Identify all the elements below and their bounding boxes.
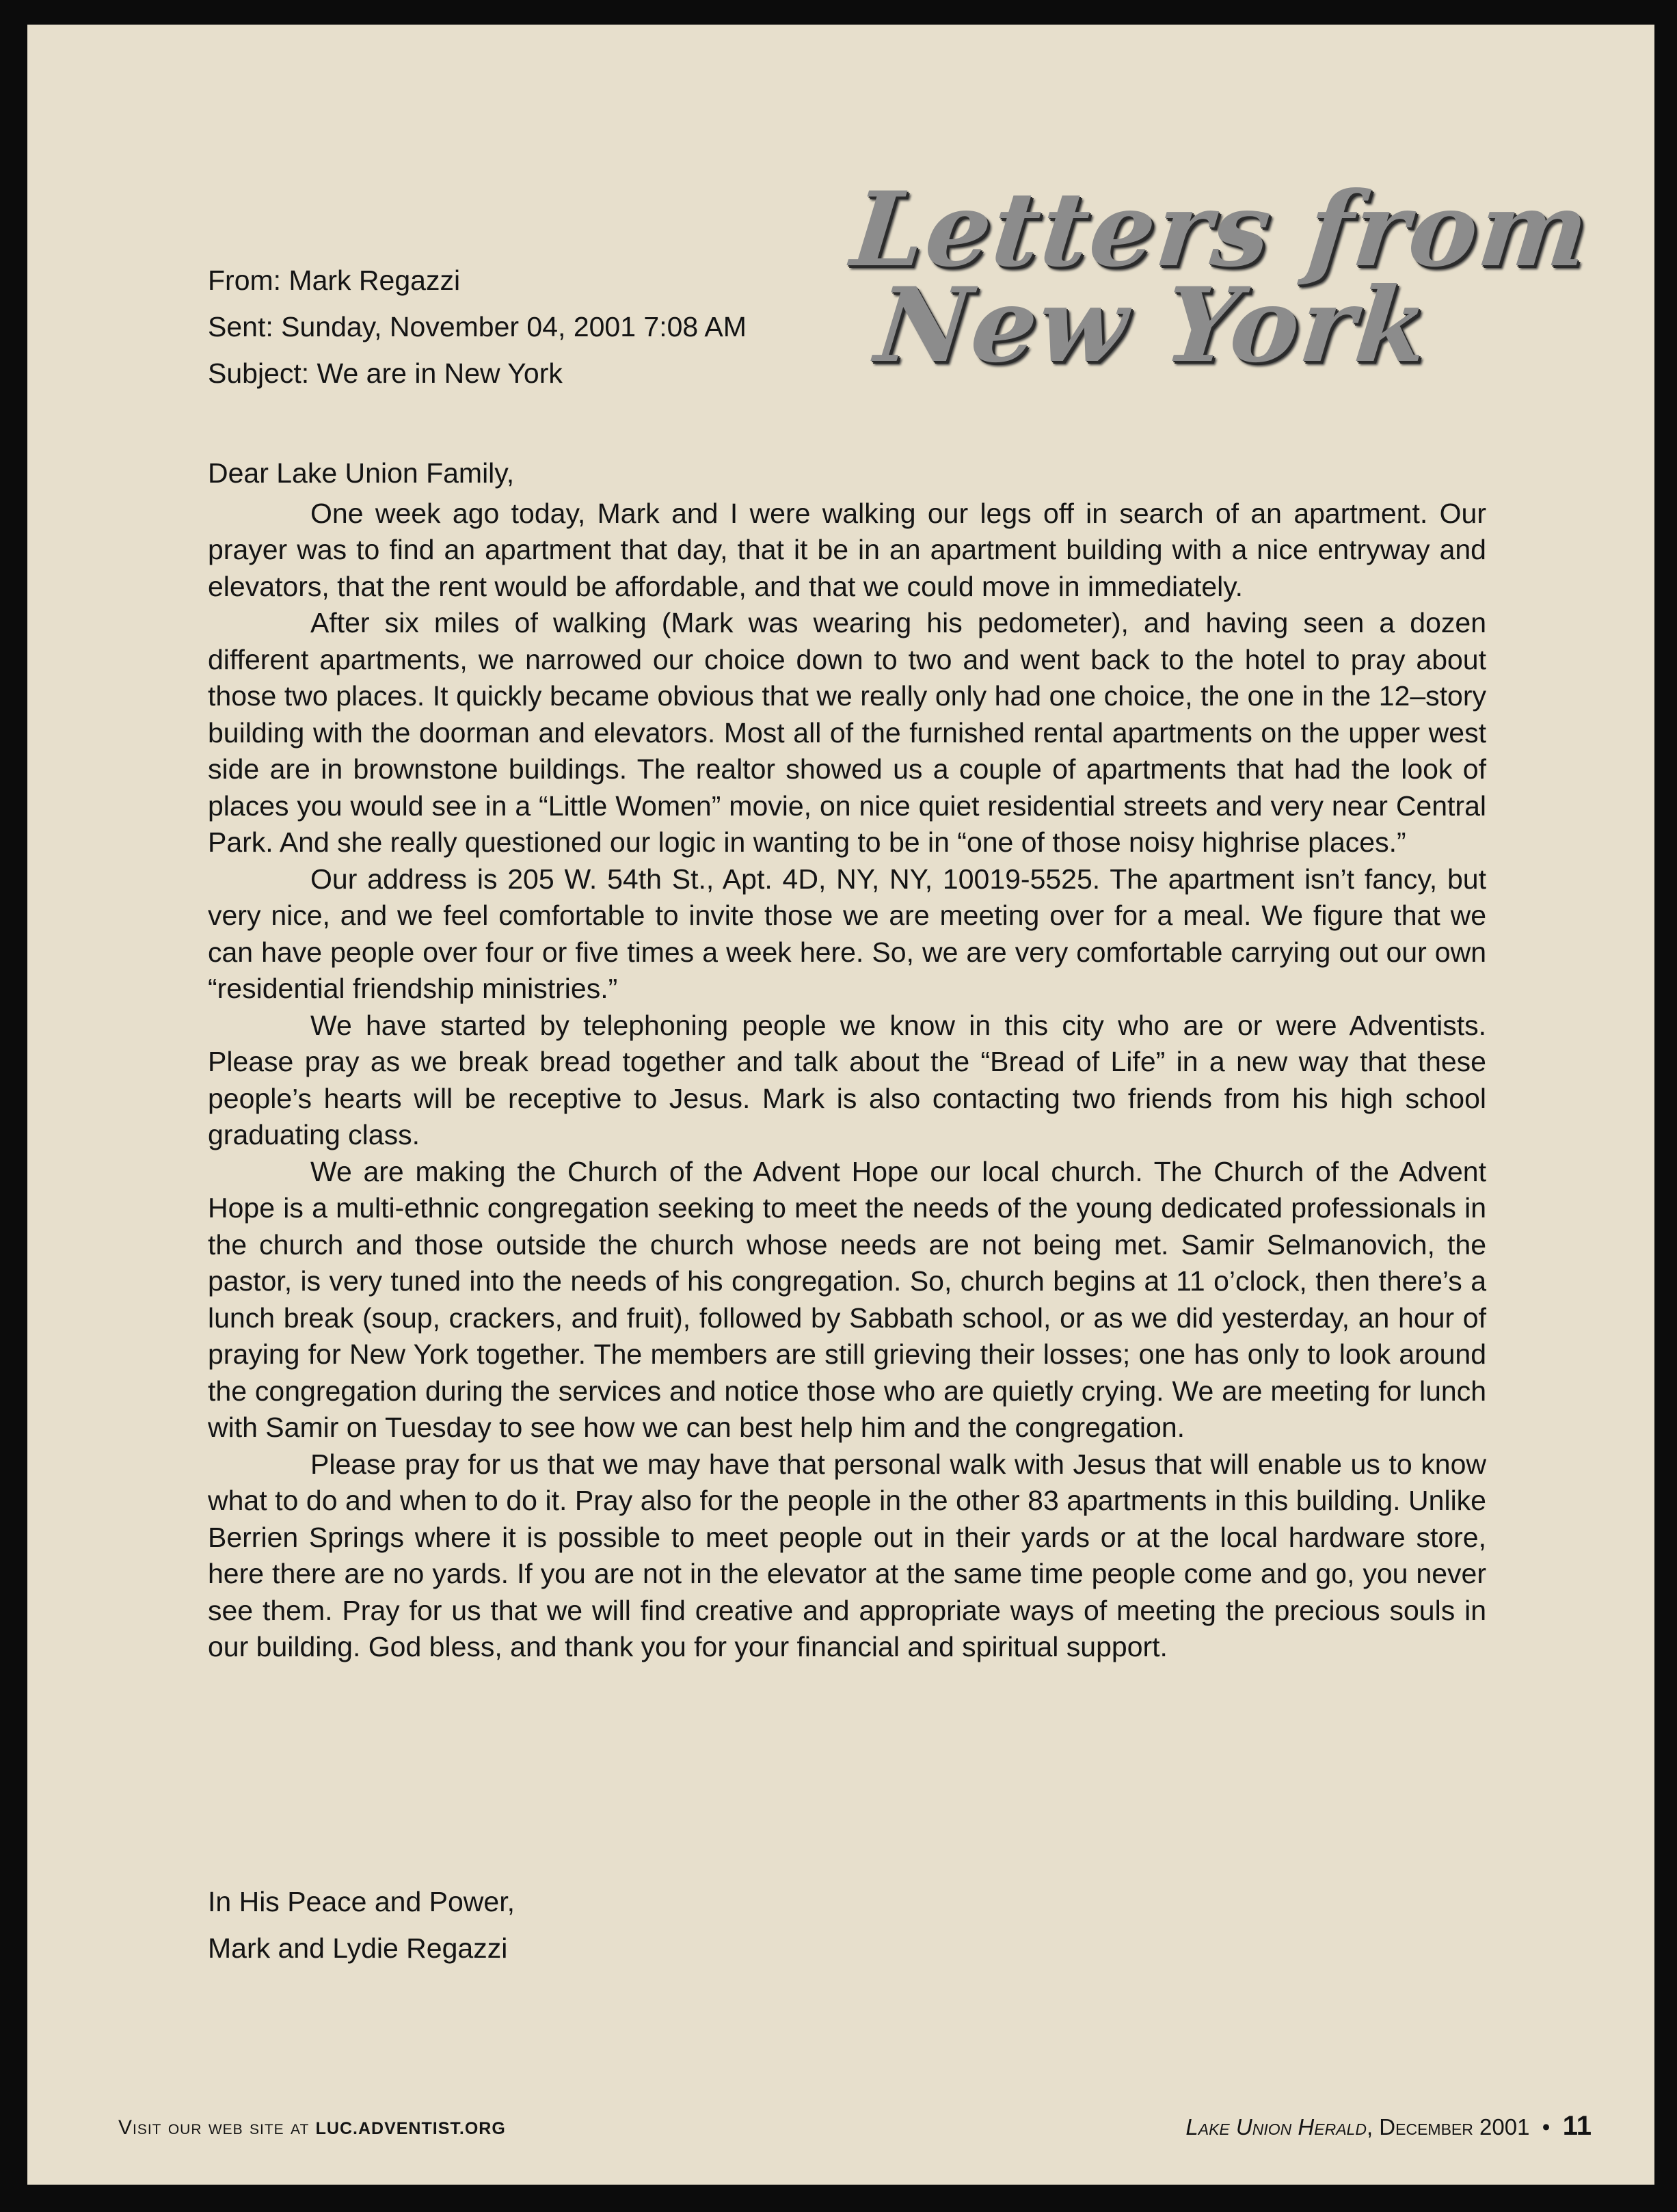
- footer-publication: Lake Union Herald: [1185, 2114, 1367, 2140]
- footer-bullet: •: [1542, 2114, 1551, 2140]
- footer-site-link[interactable]: LUC.ADVENTIST.ORG: [315, 2119, 506, 2138]
- letter-paragraph: Our address is 205 W. 54th St., Apt. 4D, NY, NY, 10019-5525. The apartment isn’t fancy, but very nice, and we feel comfortable to invite those we are meeting over for a meal. We figure that we can have people over four or five times a week here. So, we are very comfortable carrying out our own “residential friendship ministries.”: [208, 863, 1486, 1004]
- email-from: From: Mark Regazzi: [208, 265, 461, 296]
- footer-folio: [1185, 2111, 1592, 2142]
- letters-from-new-york-logo: [837, 170, 1596, 386]
- footer-website: [118, 2116, 506, 2140]
- page-number: 11: [1562, 2111, 1592, 2141]
- letter-paragraph: After six miles of walking (Mark was wearing his pedometer), and having seen a dozen different apartments, we narrowed our choice down to two and went back to the hotel to pray about those two places. It quickly became obvious that we really only had one choice, the one in the 12–story building with the doorman and elevators. Most all of the furnished rental apartments on the upper west side are in brownstone buildings. The realtor showed us a couple of apartments that had the look of places you would see in a “Little Women” movie, on nice quiet residential streets and very near Central Park. And she really questioned our logic in wanting to be in “one of those noisy highrise places.”: [208, 607, 1486, 858]
- email-subject: Subject: We are in New York: [208, 358, 563, 389]
- letter-paragraph: One week ago today, Mark and I were walking our legs off in search of an apartment. Our prayer was to find an apartment that day, that it be in an apartment building with a nice entryway and elevators, that the rent would be affordable, and that we could move in immediately.: [208, 497, 1486, 602]
- footer-date: , December 2001: [1366, 2114, 1530, 2140]
- letter-closing: In His Peace and Power,: [208, 1886, 515, 1917]
- letter-closing-block: [208, 1878, 515, 1971]
- letter-signature: Mark and Lydie Regazzi: [208, 1932, 508, 1964]
- letter-paragraph: Please pray for us that we may have that personal walk with Jesus that will enable us to know what to do and when to do it. Pray also for the people in the other 83 apartments in this building. Unlike Berrien Springs where it is possible to meet people out in their yards or at the local hardware store, here there are no yards. If you are not in the elevator at the same time people come and go, you never see them. Pray for us that we will find creative and appropriate ways of meeting the precious souls in our building. God bless, and thank you for your financial and spiritual support.: [208, 1448, 1486, 1662]
- letter-paragraph: We have started by telephoning people we know in this city who are or were Adventists. Please pray as we break bread together and talk about the “Bread of Life” in a new way that these people’s hearts will be receptive to Jesus. Mark is also contacting two friends from his high school graduating class.: [208, 1009, 1486, 1150]
- magazine-page: [27, 25, 1654, 2185]
- footer-visit-text: Visit our web site at: [118, 2116, 316, 2139]
- letter-paragraph: We are making the Church of the Advent Hope our local church. The Church of the Advent Hope is a multi-ethnic congregation seeking to meet the needs of the young dedicated professionals in the church and those outside the church whose needs are not being met. Samir Selmanovich, the pastor, is very tuned into the needs of his congregation. So, church begins at 11 o’clock, then there’s a lunch break (soup, crackers, and fruit), followed by Sabbath school, or as we did yesterday, an hour of praying for New York together. The members are still grieving their losses; one has only to look around the congregation during the services and notice those who are quietly crying. We are meeting for lunch with Samir on Tuesday to see how we can best help him and the congregation.: [208, 1155, 1486, 1443]
- email-header: [208, 257, 747, 396]
- letter-body: [208, 455, 1486, 1666]
- logo-line-1: Letters from: [846, 170, 1596, 290]
- letter-salutation: Dear Lake Union Family,: [208, 457, 515, 489]
- email-sent: Sent: Sunday, November 04, 2001 7:08 AM: [208, 311, 747, 342]
- logo-line-2: New York: [870, 265, 1435, 386]
